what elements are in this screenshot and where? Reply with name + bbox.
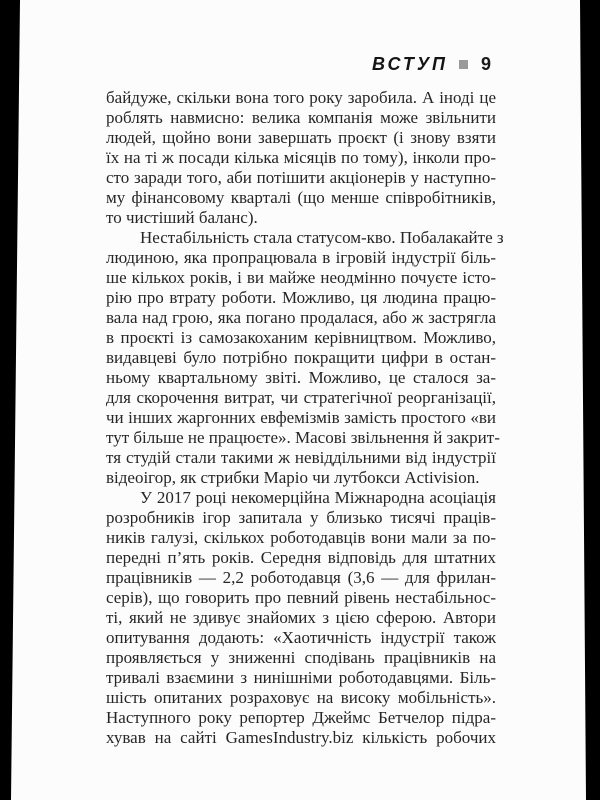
text-line: проявляється у зниженні сподівань працівників на (106, 648, 496, 667)
paragraph (106, 228, 504, 488)
paragraph (106, 488, 496, 748)
text-line: відеоігор, як стрибки Маріо чи лутбокси Activision. (106, 468, 480, 487)
text-line: тут більше не працюєте». Масові звільнення й закрит- (106, 428, 500, 447)
text-line: тя студій стали такими ж невіддільними від індустрії (106, 448, 496, 467)
text-line: Нестабільність стала статусом-кво. Побалакайте з (140, 228, 504, 247)
text-line: сто заради того, аби потішити акціонерів у наступно- (106, 168, 496, 187)
text-line: тривалі взаємини з нинішніми роботодавцями. Біль- (106, 668, 496, 687)
section-title: ВСТУП (371, 54, 448, 74)
text-line: чи інших жаргонних евфемізмів замість простого «ви (106, 408, 496, 427)
page-header (372, 54, 492, 75)
page-number: 9 (480, 54, 492, 74)
square-bullet-icon (459, 60, 468, 69)
text-line: працівників — 2,2 роботодавця (3,6 — для фрилан- (106, 568, 496, 587)
text-line: в проєкті із самозакоханим керівництвом. Можливо, (106, 328, 496, 347)
text-line: для скорочення витрат, чи стратегічної реорганізації, (106, 388, 496, 407)
text-line: опитування додають: «Хаотичність індустрії також (106, 628, 496, 647)
text-line: серів), що говорить про певний рівень нестабільнос- (106, 588, 496, 607)
text-line: байдуже, скільки вона того року заробила. А іноді це (106, 88, 496, 107)
left-page-edge-black-border (0, 0, 22, 800)
text-line: людиною, яка пропрацювала в ігровій індустрії біль- (106, 248, 496, 267)
text-line: то чистіший баланс). (106, 208, 258, 227)
text-line: Наступного року репортер Джеймс Бетчелор підра- (106, 708, 496, 727)
text-line: їх на ті ж посади кілька місяців по тому), інколи про- (106, 148, 496, 167)
text-line: людей, щойно вони завершать проєкт (і знову взяти (106, 128, 496, 147)
text-line: ників галузі, скількох роботодавців вони мали за по- (106, 528, 496, 547)
text-line: передні п’ять років. Середня відповідь для штатних (106, 548, 496, 567)
text-line: му фінансовому кварталі (що менше співробітників, (106, 188, 496, 207)
text-line: хував на сайті GamesIndustry.biz кількість робочих (106, 728, 496, 747)
right-page-edge-black-border (578, 0, 600, 800)
text-line: У 2017 році некомерційна Міжнародна асоціація (140, 488, 496, 507)
text-line: видавцеві було потрібно покращити цифри в остан- (106, 348, 496, 367)
page-text (106, 88, 504, 748)
text-line: роблять навмисно: велика компанія може звільнити (106, 108, 496, 127)
text-line: ше кількох років, і ви майже неодмінно почуєте істо- (106, 268, 496, 287)
text-line: ньому квартальному звіті. Можливо, це сталося за- (106, 368, 496, 387)
text-line: рію про втрату роботи. Можливо, ця людина працю- (106, 288, 496, 307)
paragraph (106, 88, 496, 228)
text-line: ті, який не здивує знайомих з цією сферою. Автори (106, 608, 496, 627)
text-line: розробників ігор запитала у близько тисячі праців- (106, 508, 496, 527)
text-line: вала над грою, яка погано продалася, або ж застрягла (106, 308, 496, 327)
text-line: шість опитаних розраховує на високу мобільність». (106, 688, 496, 707)
